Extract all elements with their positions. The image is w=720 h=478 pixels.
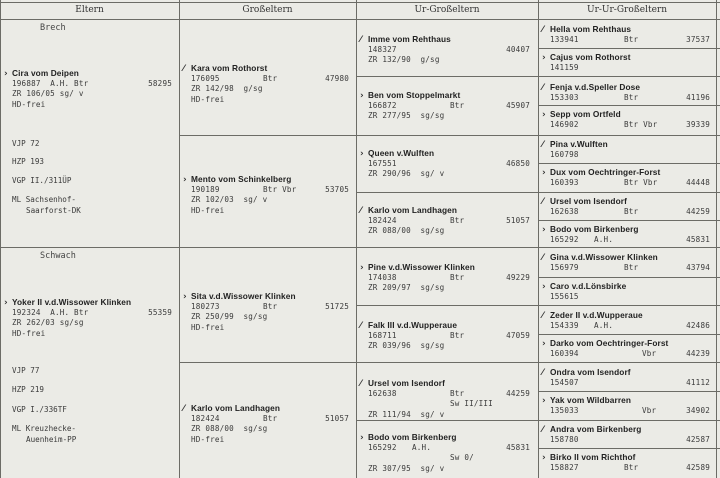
- great-grandparent-zr-rating: sg/ v: [420, 169, 445, 178]
- great-grandparent-name: Ben vom Stoppelmarkt: [368, 90, 461, 100]
- ancestor-id: 158780: [550, 434, 579, 444]
- entry-marker-icon: ›: [360, 433, 364, 443]
- entry-marker-icon: ⁄: [542, 253, 544, 263]
- grandparent-tags: Btr Vbr: [263, 184, 297, 194]
- row-divider: [538, 105, 720, 106]
- great-grandparent-zr: ZR 307/95: [368, 463, 411, 473]
- entry-marker-icon: ⁄: [542, 425, 544, 435]
- row-divider: [0, 2, 720, 3]
- grandparent-entry: [183, 403, 349, 445]
- column-divider: [0, 0, 1, 478]
- ancestor-id: 155615: [550, 291, 579, 301]
- grandparent-hd: HD-frei: [191, 434, 225, 444]
- ancestor-name: Birko II vom Richthof: [550, 452, 636, 462]
- great-grandparent-tags: Btr: [450, 272, 465, 282]
- ancestor-name: Fenja v.d.Speller Dose: [550, 82, 641, 92]
- grandparent-zr-rating: g/sg: [243, 84, 263, 93]
- ancestor-name: Dux vom Oechtringer-Forst: [550, 167, 661, 177]
- ancestor-name: Andra vom Birkenberg: [550, 424, 642, 434]
- ancestor-id: 158827: [550, 462, 579, 472]
- great-grandparent-entry: [360, 432, 530, 474]
- great-great-grandparent-entry: [542, 52, 710, 73]
- great-grandparent-name: Imme vom Rehthaus: [368, 34, 451, 44]
- great-grandparent-zr-rating: sg/ v: [420, 409, 445, 419]
- dam-group-label: Schwach: [40, 251, 76, 261]
- row-divider: [356, 76, 720, 77]
- great-grandparent-tags: Btr: [450, 330, 465, 340]
- ancestor-number: 42486: [686, 320, 710, 330]
- great-grandparent-zr-rating: sg/sg: [420, 111, 445, 120]
- entry-marker-icon: ⁄: [360, 379, 362, 389]
- ancestor-name: Cajus vom Rothorst: [550, 52, 631, 62]
- dam-id: 192324: [12, 307, 41, 317]
- great-grandparent-zr: ZR 039/96: [368, 341, 411, 350]
- dam-hd: HD-frei: [12, 328, 46, 338]
- ancestor-id: 153303: [550, 92, 579, 102]
- ancestor-id: 154339: [550, 320, 579, 330]
- column-divider: [356, 0, 357, 478]
- row-divider: [538, 163, 720, 164]
- row-divider: [179, 135, 720, 136]
- grandparent-zr-rating: sg/ v: [243, 195, 268, 204]
- header-ururgrosseltern: Ur-Ur-Großeltern: [586, 5, 668, 15]
- grandparent-tags: Btr: [263, 301, 278, 311]
- ancestor-name: Ursel vom Isendorf: [550, 196, 627, 206]
- dam-vjp: VJP 77: [12, 366, 40, 375]
- great-grandparent-tags: Btr: [450, 100, 465, 110]
- grandparent-entry: [183, 63, 349, 105]
- sire-entry: [4, 68, 172, 110]
- entry-marker-icon: ›: [542, 339, 546, 349]
- great-grandparent-id: 162638: [368, 388, 397, 398]
- great-grandparent-number: 45907: [506, 100, 530, 110]
- great-grandparent-entry: [360, 34, 530, 66]
- grandparent-entry: [183, 174, 349, 216]
- great-grandparent-tags: Btr: [450, 388, 465, 398]
- grandparent-hd: HD-frei: [191, 205, 225, 215]
- entry-marker-icon: ⁄: [542, 197, 544, 207]
- entry-marker-icon: ›: [542, 453, 546, 463]
- ancestor-tags: Btr Vbr: [624, 177, 658, 187]
- great-great-grandparent-entry: [542, 281, 710, 302]
- great-grandparent-zr: ZR 111/94: [368, 409, 411, 419]
- dam-name: Yoker II v.d.Wissower Klinken: [12, 297, 132, 307]
- ancestor-id: 146902: [550, 119, 579, 129]
- ancestor-tags: Btr Vbr: [624, 119, 658, 129]
- entry-marker-icon: ⁄: [542, 140, 544, 150]
- great-grandparent-zr: ZR 132/90: [368, 55, 411, 64]
- grandparent-number: 51725: [325, 301, 349, 311]
- entry-marker-icon: ⁄: [542, 83, 544, 93]
- great-grandparent-name: Falk III v.d.Wupperaue: [368, 320, 458, 330]
- grandparent-entry: [183, 291, 349, 333]
- grandparent-name: Mento vom Schinkelberg: [191, 174, 292, 184]
- ancestor-number: 43794: [686, 262, 710, 272]
- grandparent-id: 182424: [191, 413, 220, 423]
- ancestor-id: 160798: [550, 149, 579, 159]
- grandparent-number: 51057: [325, 413, 349, 423]
- ancestor-id: 165292: [550, 234, 579, 244]
- entry-marker-icon: ⁄: [360, 321, 362, 331]
- row-divider: [356, 305, 720, 306]
- great-great-grandparent-entry: [542, 82, 710, 103]
- column-divider: [179, 0, 180, 478]
- ancestor-number: 39339: [686, 119, 710, 129]
- sire-id: 196887: [12, 78, 41, 88]
- great-grandparent-zr: ZR 290/96: [368, 169, 411, 178]
- great-great-grandparent-entry: [542, 196, 710, 217]
- sire-ml: ML Sachsenhof-: [12, 195, 77, 204]
- ancestor-number: 42587: [686, 434, 710, 444]
- ancestor-tags: A.H.: [594, 234, 614, 244]
- ancestor-name: Sepp vom Ortfeld: [550, 109, 621, 119]
- grandparent-marker-icon: ⁄: [183, 404, 185, 414]
- ancestor-id: 156979: [550, 262, 579, 272]
- ancestor-number: 44259: [686, 206, 710, 216]
- row-divider: [356, 192, 720, 193]
- ancestor-number: 41196: [686, 92, 710, 102]
- great-grandparent-id: 167551: [368, 158, 397, 168]
- great-grandparent-number: 45831: [506, 442, 530, 452]
- ancestor-name: Caro v.d.Lönsbirke: [550, 281, 627, 291]
- grandparent-id: 190189: [191, 184, 220, 194]
- header-eltern: Eltern: [75, 5, 104, 15]
- ancestor-name: Yak vom Wildbarren: [550, 395, 632, 405]
- dam-hzp: HZP 219: [12, 385, 45, 394]
- great-great-grandparent-entry: [542, 139, 710, 160]
- ancestor-id: 154507: [550, 377, 579, 387]
- row-divider: [179, 362, 720, 363]
- great-grandparent-entry: [360, 205, 530, 237]
- dam-tags: A.H. Btr: [50, 307, 89, 317]
- great-grandparent-entry: [360, 262, 530, 294]
- sire-zr-rating: sg/ v: [59, 89, 84, 98]
- dam-marker-icon: ›: [4, 298, 8, 308]
- dam-entry: [4, 297, 172, 339]
- great-great-grandparent-entry: [542, 24, 710, 45]
- ancestor-number: 44448: [686, 177, 710, 187]
- ancestor-id: 141159: [550, 62, 579, 72]
- dam-ml-cont: Auenheim-PP: [26, 435, 77, 444]
- ancestor-name: Darko vom Oechtringer-Forst: [550, 338, 669, 348]
- great-great-grandparent-entry: [542, 310, 710, 331]
- great-grandparent-zr-rating: sg/sg: [420, 226, 445, 235]
- great-grandparent-number: 47059: [506, 330, 530, 340]
- sire-group-label: Brech: [40, 23, 66, 33]
- ancestor-tags: Btr: [624, 34, 639, 44]
- great-grandparent-zr-rating: sg/ v: [420, 463, 445, 473]
- row-divider: [0, 247, 720, 248]
- great-grandparent-tags: Btr: [450, 215, 465, 225]
- header-grosseltern: Großeltern: [242, 5, 293, 15]
- ancestor-id: 160393: [550, 177, 579, 187]
- entry-marker-icon: ⁄: [360, 206, 362, 216]
- sire-tags: A.H. Btr: [50, 78, 89, 88]
- entry-marker-icon: ›: [542, 53, 546, 63]
- entry-marker-icon: ⁄: [360, 35, 362, 45]
- great-great-grandparent-entry: [542, 452, 710, 473]
- great-grandparent-number: 49229: [506, 272, 530, 282]
- grandparent-id: 180273: [191, 301, 220, 311]
- sire-name: Cira vom Deipen: [12, 68, 79, 78]
- great-grandparent-id: 168711: [368, 330, 397, 340]
- ancestor-tags: Vbr: [642, 348, 657, 358]
- grandparent-zr: ZR 102/03: [191, 195, 234, 204]
- header-urgrosseltern: Ur-Großeltern: [414, 5, 480, 15]
- great-grandparent-entry: [360, 320, 530, 352]
- grandparent-name: Kara vom Rothorst: [191, 63, 268, 73]
- great-grandparent-number: 44259: [506, 388, 530, 398]
- grandparent-tags: Btr: [263, 73, 278, 83]
- great-great-grandparent-entry: [542, 109, 710, 130]
- row-divider: [538, 48, 720, 49]
- row-divider: [538, 277, 720, 278]
- sire-hd: HD-frei: [12, 99, 46, 109]
- sire-vjp: VJP 72: [12, 139, 40, 148]
- entry-marker-icon: ›: [360, 91, 364, 101]
- ancestor-number: 45831: [686, 234, 710, 244]
- ancestor-number: 34902: [686, 405, 710, 415]
- ancestor-name: Zeder II v.d.Wupperaue: [550, 310, 643, 320]
- ancestor-id: 135033: [550, 405, 579, 415]
- entry-marker-icon: ›: [542, 110, 546, 120]
- grandparent-marker-icon: ›: [183, 292, 187, 302]
- ancestor-name: Pina v.Wulften: [550, 139, 608, 149]
- great-grandparent-zr: ZR 209/97: [368, 283, 411, 292]
- great-grandparent-zr: ZR 088/00: [368, 226, 411, 235]
- sire-ml-cont: Saarforst-DK: [26, 206, 81, 215]
- great-grandparent-name: Pine v.d.Wissower Klinken: [368, 262, 475, 272]
- grandparent-marker-icon: ›: [183, 175, 187, 185]
- great-great-grandparent-entry: [542, 367, 710, 388]
- grandparent-zr: ZR 088/00: [191, 424, 234, 433]
- great-grandparent-name: Ursel vom Isendorf: [368, 378, 445, 388]
- great-grandparent-id: 165292: [368, 442, 397, 452]
- great-great-grandparent-entry: [542, 167, 710, 188]
- grandparent-name: Karlo vom Landhagen: [191, 403, 281, 413]
- grandparent-marker-icon: ⁄: [183, 64, 185, 74]
- great-grandparent-id: 166872: [368, 100, 397, 110]
- ancestor-tags: Vbr: [642, 405, 657, 415]
- ancestor-id: 133941: [550, 34, 579, 44]
- ancestor-number: 42589: [686, 462, 710, 472]
- entry-marker-icon: ⁄: [542, 311, 544, 321]
- column-divider: [538, 0, 539, 478]
- entry-marker-icon: ›: [542, 168, 546, 178]
- great-grandparent-id: 174038: [368, 272, 397, 282]
- great-grandparent-number: 51057: [506, 215, 530, 225]
- grandparent-zr: ZR 250/99: [191, 312, 234, 321]
- column-divider: [716, 0, 717, 478]
- great-grandparent-sw: Sw 0/: [450, 453, 474, 462]
- entry-marker-icon: ⁄: [542, 368, 544, 378]
- entry-marker-icon: ›: [542, 396, 546, 406]
- ancestor-name: Bodo vom Birkenberg: [550, 224, 639, 234]
- grandparent-zr-rating: sg/sg: [243, 424, 268, 433]
- ancestor-number: 44239: [686, 348, 710, 358]
- ancestor-tags: Btr: [624, 206, 639, 216]
- great-grandparent-id: 182424: [368, 215, 397, 225]
- dam-number: 55359: [148, 307, 172, 317]
- great-grandparent-zr-rating: sg/sg: [420, 283, 445, 292]
- great-grandparent-name: Karlo vom Landhagen: [368, 205, 458, 215]
- row-divider: [538, 391, 720, 392]
- ancestor-tags: Btr: [624, 92, 639, 102]
- row-divider: [538, 334, 720, 335]
- great-great-grandparent-entry: [542, 338, 710, 359]
- dam-ml: ML Kreuzhecke-: [12, 424, 77, 433]
- great-grandparent-entry: [360, 90, 530, 122]
- grandparent-zr-rating: sg/sg: [243, 312, 268, 321]
- ancestor-number: 37537: [686, 34, 710, 44]
- great-grandparent-number: 40407: [506, 44, 530, 54]
- grandparent-number: 47980: [325, 73, 349, 83]
- ancestor-tags: A.H.: [594, 320, 614, 330]
- row-divider: [538, 220, 720, 221]
- sire-marker-icon: ›: [4, 69, 8, 79]
- ancestor-number: 41112: [686, 377, 710, 387]
- entry-marker-icon: ›: [542, 225, 546, 235]
- sire-vgp: VGP II./311ÜP: [12, 176, 72, 185]
- great-great-grandparent-entry: [542, 424, 710, 445]
- entry-marker-icon: ›: [360, 263, 364, 273]
- great-great-grandparent-entry: [542, 252, 710, 273]
- dam-vgp: VGP I./336TF: [12, 405, 67, 414]
- great-grandparent-tags: A.H.: [412, 442, 432, 452]
- grandparent-tags: Btr: [263, 413, 278, 423]
- grandparent-name: Sita v.d.Wissower Klinken: [191, 291, 296, 301]
- grandparent-zr: ZR 142/98: [191, 84, 234, 93]
- entry-marker-icon: ⁄: [542, 25, 544, 35]
- great-grandparent-entry: [360, 148, 530, 180]
- grandparent-hd: HD-frei: [191, 94, 225, 104]
- dam-zr: ZR 262/03: [12, 318, 55, 327]
- sire-number: 58295: [148, 78, 172, 88]
- grandparent-number: 53705: [325, 184, 349, 194]
- dam-zr-rating: sg/sg: [59, 318, 84, 327]
- sire-hzp: HZP 193: [12, 157, 45, 166]
- ancestor-name: Ondra vom Isendorf: [550, 367, 631, 377]
- sire-zr: ZR 106/05: [12, 89, 55, 98]
- great-grandparent-entry: [360, 378, 530, 420]
- row-divider: [356, 420, 720, 421]
- entry-marker-icon: ›: [360, 149, 364, 159]
- great-grandparent-sw: Sw II/III: [450, 399, 493, 408]
- ancestor-tags: Btr: [624, 462, 639, 472]
- great-grandparent-name: Queen v.Wulften: [368, 148, 435, 158]
- great-grandparent-zr-rating: sg/sg: [420, 341, 445, 350]
- ancestor-name: Hella vom Rehthaus: [550, 24, 632, 34]
- great-great-grandparent-entry: [542, 395, 710, 416]
- great-grandparent-zr-rating: g/sg: [420, 55, 440, 64]
- entry-marker-icon: ›: [542, 282, 546, 292]
- grandparent-id: 176095: [191, 73, 220, 83]
- great-grandparent-number: 46850: [506, 158, 530, 168]
- ancestor-tags: Btr: [624, 262, 639, 272]
- ancestor-id: 162638: [550, 206, 579, 216]
- great-grandparent-name: Bodo vom Birkenberg: [368, 432, 457, 442]
- grandparent-hd: HD-frei: [191, 322, 225, 332]
- ancestor-id: 160394: [550, 348, 579, 358]
- great-grandparent-id: 148327: [368, 44, 397, 54]
- ancestor-name: Gina v.d.Wissower Klinken: [550, 252, 658, 262]
- great-great-grandparent-entry: [542, 224, 710, 245]
- great-grandparent-zr: ZR 277/95: [368, 111, 411, 120]
- row-divider: [0, 19, 720, 20]
- row-divider: [538, 448, 720, 449]
